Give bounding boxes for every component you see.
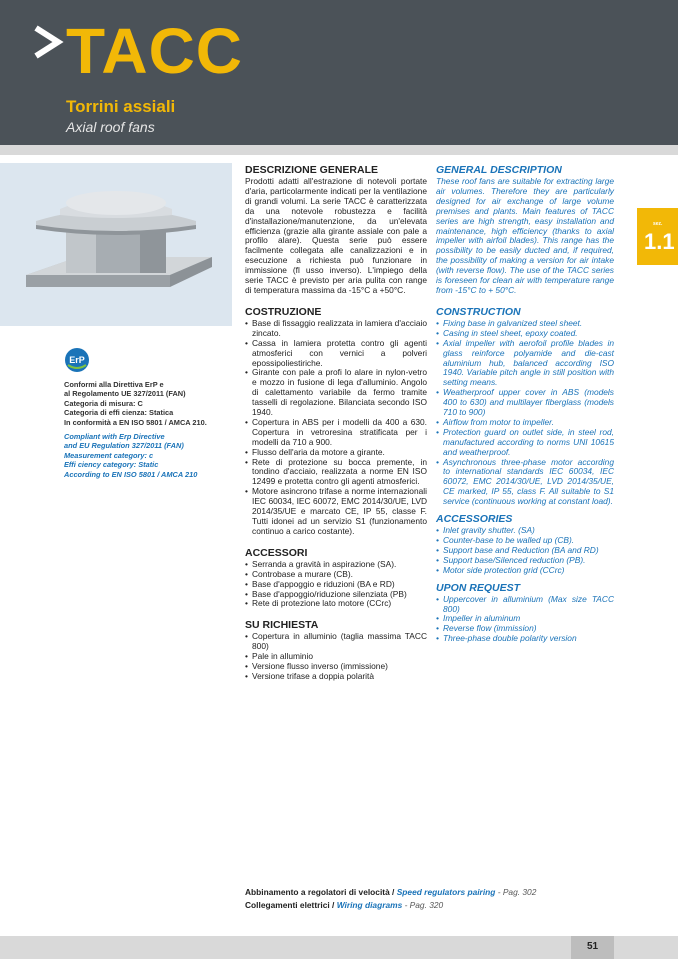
list-item: • Motor side protection grid (CCrc) (436, 566, 614, 576)
list-item: • Fixing base in galvanized steel sheet. (436, 319, 614, 329)
ref-wiring-diagrams[interactable] (245, 899, 536, 912)
list-item: • Base d'appoggio/riduzione silenziata (PB) (245, 590, 427, 600)
heading-costruzione: COSTRUZIONE (245, 305, 322, 318)
list-su-richiesta (245, 632, 427, 682)
list-item: • Weatherproof upper cover in ABS (models 400 to 630) and multilayer fiberglass (models 710 to 900) (436, 388, 614, 418)
erp-it-line: Conformi alla Direttiva ErP e (64, 380, 164, 389)
list-item: • Uppercover in alluminium (Max size TACC 800) (436, 595, 614, 615)
text-general-description: These roof fans are suitable for extracting large air volumes. Therefore they are particularly designed for air exchange of large volume premises and plants. Main features of TACC series are high strength, easy installation and maintenance, high efficiency (thanks to axial impeller with airfoil blades). This range has the possibility to be easily ducted and, if required, the possibility of making a version for air intake (with reverse flow). The use of the TACC series is foreseen for clean air with temperature range from -15°C to + 50°C. (436, 176, 614, 295)
list-item: • Axial impeller with aerofoil profile blades in glass reinforce polyamide and die-cast aluminium hub, balanced according ISO 1940. Variable pitch angle in still position with setting means. (436, 339, 614, 389)
erp-it-line: In conformità a EN ISO 5801 / AMCA 210. (64, 417, 207, 427)
erp-it-line: Categoria di misura: C (64, 398, 143, 408)
ref-label-en: Speed regulators pairing (396, 887, 496, 897)
list-item: • Rete di protezione su bocca premente, in tondino d'acciaio, realizzata a norme EN ISO 12499 e protetta contro gli agenti atmosferici. (245, 458, 427, 488)
chevron-right-icon (30, 24, 66, 60)
erp-compliance-italian (64, 380, 234, 427)
list-item: • Cassa in lamiera protetta contro gli agenti atmosferici con vernici a polveri epossipoliestiriche. (245, 339, 427, 369)
ref-page: - Pag. 320 (404, 900, 444, 910)
list-costruzione (245, 319, 427, 537)
list-item: • Three-phase double polarity version (436, 634, 614, 644)
list-construction (436, 319, 614, 507)
list-item: • Versione flusso inverso (immissione) (245, 662, 427, 672)
ref-speed-regulators[interactable] (245, 886, 536, 899)
subtitle-english: Axial roof fans (66, 119, 155, 135)
list-item: • Asynchronous three-phase motor according to international standards IEC 60034, IEC 60072, EMC 2014/30/UE, LVD 2014/35/UE, CE marked, IP 55, class F. All suitable to S1 service (continuous working at constant load). (436, 458, 614, 508)
section-tab-number: 1.1 (644, 229, 675, 254)
heading-descrizione: DESCRIZIONE GENERALE (245, 164, 379, 176)
list-item: • Serranda a gravità in aspirazione (SA). (245, 560, 427, 570)
list-item: • Pale in alluminio (245, 652, 427, 662)
roof-fan-illustration (0, 163, 232, 326)
ref-label-it: Collegamenti elettrici / (245, 900, 335, 910)
list-item: • Airflow from motor to impeller. (436, 418, 614, 428)
header-divider (0, 145, 678, 155)
italian-column (245, 164, 427, 682)
list-accessori (245, 560, 427, 610)
list-item: • Copertura in alluminio (taglia massima TACC 800) (245, 632, 427, 652)
section-tab-label: sez. (653, 221, 663, 227)
list-item: • Support base and Reduction (BA and RD) (436, 546, 614, 556)
erp-badge-icon (64, 347, 90, 373)
list-accessories (436, 526, 614, 576)
list-item: • Base di fissaggio realizzata in lamiera d'acciaio zincato. (245, 319, 427, 339)
heading-accessories: ACCESSORIES (436, 513, 513, 526)
page-number: 51 (586, 941, 599, 952)
erp-compliance-english (64, 432, 234, 479)
erp-it-line: Categoria di effi cienza: Statica (64, 408, 174, 418)
heading-su-richiesta: SU RICHIESTA (245, 619, 319, 632)
list-item: • Copertura in ABS per i modelli da 400 a 630. Copertura in vetroresina stratificata per i modelli da 710 a 900. (245, 418, 427, 448)
heading-general-description: GENERAL DESCRIPTION (436, 164, 562, 176)
english-column (436, 164, 614, 644)
list-item: • Rete di protezione lato motore (CCrc) (245, 599, 427, 609)
text-descrizione: Prodotti adatti all'estrazione di notevoli portate d'aria, particolarmente indicati per la ventilazione di grandi volumi. La serie TACC è caratterizzata da una notevole robustezza e facilità d'installazione/manutenzione, da un'elevata efficienza (grazie alla girante assiale con pale a profilo alare). Questa serie può essere facilmente collegata alle canalizzazioni e in esecuzione a richiesta può funzionare in immissione (fl usso inverso). L'impiego della serie TACC è previsto per aria pulita con range di temperatura massima da -15°C a +50°C. (245, 176, 427, 295)
page-header (0, 0, 678, 145)
list-item: • Reverse flow (immission) (436, 624, 614, 634)
ref-label-en: Wiring diagrams (336, 900, 403, 910)
list-item: • Support base/Silenced reduction (PB). (436, 556, 614, 566)
ref-label-it: Abbinamento a regolatori di velocità / (245, 887, 395, 897)
erp-en-line: Compliant with Erp Directive (64, 432, 165, 441)
heading-upon-request: UPON REQUEST (436, 581, 521, 594)
product-title: TACC (66, 15, 243, 87)
list-item: • Casing in steel sheet, epoxy coated. (436, 329, 614, 339)
erp-it-line: al Regolamento UE 327/2011 (FAN) (64, 389, 186, 399)
cross-references (245, 886, 536, 912)
list-item: • Flusso dell'aria da motore a girante. (245, 448, 427, 458)
subtitle-italian: Torrini assiali (66, 97, 176, 116)
list-upon-request (436, 595, 614, 645)
product-photo (0, 163, 232, 326)
erp-badge-label: ErP (69, 355, 85, 365)
list-item: • Impeller in aluminum (436, 614, 614, 624)
list-item: • Protection guard on outlet side, in steel rod, manufactured according to norms UNI 10615 and weatherproof. (436, 428, 614, 458)
list-item: • Controbase a murare (CB). (245, 570, 427, 580)
erp-en-line: Measurement category: c (64, 450, 154, 460)
heading-construction: CONSTRUCTION (436, 305, 521, 318)
ref-page: - Pag. 302 (497, 887, 537, 897)
list-item: • Counter-base to be walled up (CB). (436, 536, 614, 546)
erp-en-line: Effi ciency category: Static (64, 460, 159, 470)
erp-en-line: and EU Regulation 327/2011 (FAN) (64, 441, 184, 451)
list-item: • Versione trifase a doppia polarità (245, 672, 427, 682)
list-item: • Motore asincrono trifase a norme internazionali IEC 60034, IEC 60072, EMC 2014/30/UE, LVD 2014/35/UE e marcato CE, IP 55, classe F. Tutti idonei ad un servizio S1 (funzionamento continuo a carico costante). (245, 487, 427, 537)
heading-accessori: ACCESSORI (245, 546, 308, 559)
list-item: • Girante con pale a profi lo alare in nylon-vetro e mozzo in fusione di lega d'alluminio. Angolo di calettamento variabile da fermo tramite tasselli di regolazione. Bilanciata secondo ISO 1940. (245, 368, 427, 418)
list-item: • Base d'appoggio e riduzioni (BA e RD) (245, 580, 427, 590)
list-item: • Inlet gravity shutter. (SA) (436, 526, 614, 536)
erp-en-line: According to EN ISO 5801 / AMCA 210 (64, 469, 198, 479)
